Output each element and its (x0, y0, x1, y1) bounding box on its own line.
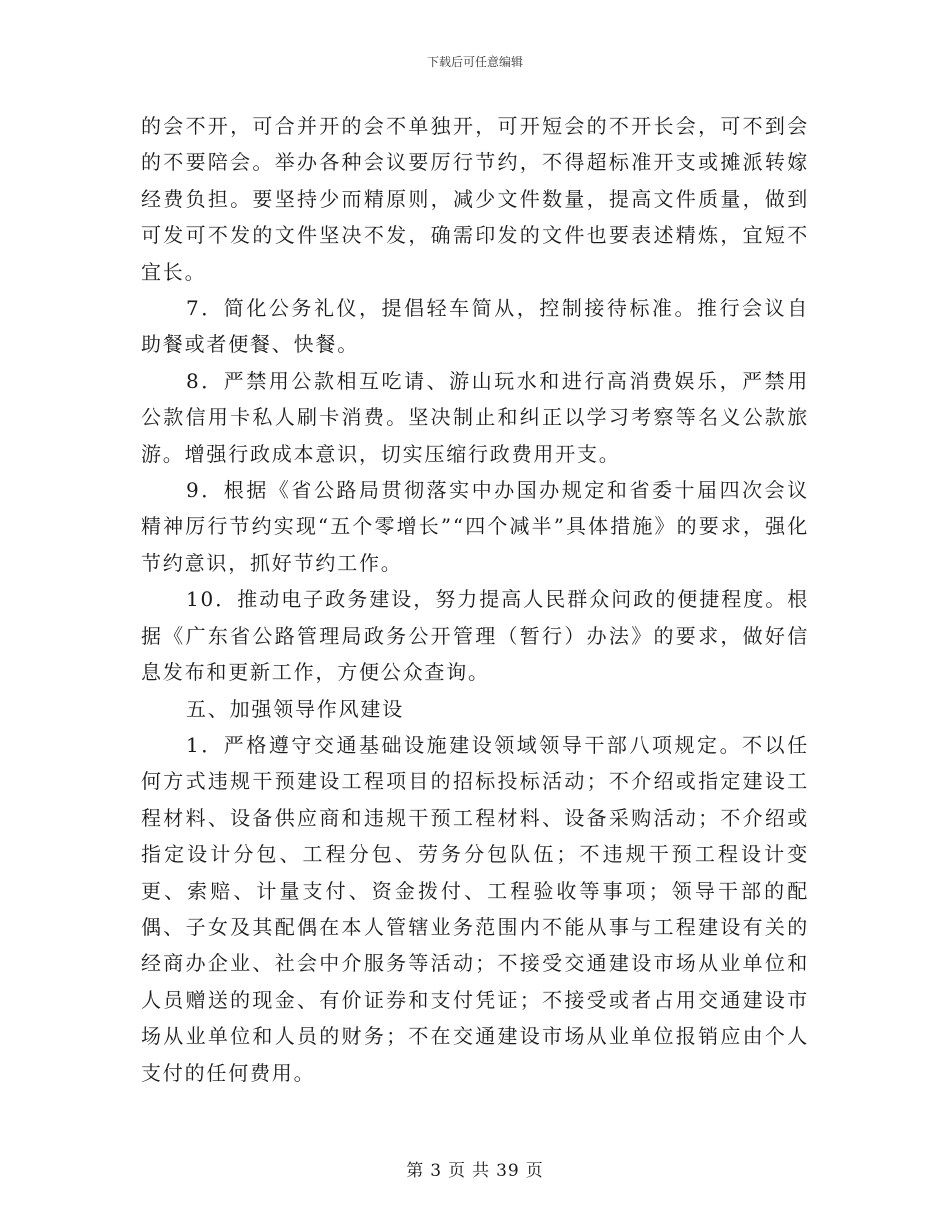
page-footer (0, 1156, 950, 1181)
paragraph-item-1: 1．严格遵守交通基础设施建设领域领导干部八项规定。不以任何方式违规干预建设工程项目的招标投标活动；不介绍或指定建设工程材料、设备供应商和违规干预工程材料、设备采购活动；不介绍或指定设计分包、工程分包、劳务分包队伍；不违规干预工程设计变更、索赔、计量支付、资金拨付、工程验收等事项；领导干部的配偶、子女及其配偶在本人管辖业务范围内不能从事与工程建设有关的经商办企业、社会中介服务等活动；不接受交通建设市场从业单位和人员赠送的现金、有价证券和支付凭证；不接受或者占用交通建设市场从业单位和人员的财务；不在交通建设市场从业单位报销应由个人支付的任何费用。 (141, 732, 809, 1085)
document-body (141, 108, 809, 1091)
paragraph-item-10: 10．推动电子政务建设，努力提高人民群众问政的便捷程度。根据《广东省公路管理局政务公开管理（暂行）办法》的要求，做好信息发布和更新工作，方便公众查询。 (141, 587, 809, 685)
page-header: 下载后可任意编辑 (426, 55, 523, 69)
paragraph-item-8: 8．严禁用公款相互吃请、游山玩水和进行高消费娱乐，严禁用公款信用卡私人刷卡消费。坚决制止和纠正以学习考察等名义公款旅游。增强行政成本意识，切实压缩行政费用开支。 (141, 368, 809, 466)
paragraph-continuation: 的会不开，可合并开的会不单独开，可开短会的不开长会，可不到会的不要陪会。举办各种会议要厉行节约，不得超标准开支或摊派转嫁经费负担。要坚持少而精原则，减少文件数量，提高文件质量，做到可发可不发的文件坚决不发，确需印发的文件也要表述精炼，宜短不宜长。 (141, 114, 809, 284)
page-number: 3 (430, 1161, 443, 1181)
paragraph-item-7: 7．简化公务礼仪，提倡轻车简从，控制接待标准。推行会议自助餐或者便餐、快餐。 (141, 296, 809, 357)
total-suffix: 页 (525, 1161, 544, 1181)
page-prefix: 第 (406, 1161, 425, 1181)
total-pages: 39 (496, 1161, 520, 1181)
total-prefix: 共 (472, 1161, 491, 1181)
paragraph-item-9: 9．根据《省公路局贯彻落实中办国办规定和省委十届四次会议精神厉行节约实现“五个零增长”“四个减半”具体措施》的要求，强化节约意识，抓好节约工作。 (141, 478, 809, 575)
page-mid: 页 (448, 1161, 467, 1181)
section-heading: 五、加强领导作风建设 (186, 696, 404, 721)
